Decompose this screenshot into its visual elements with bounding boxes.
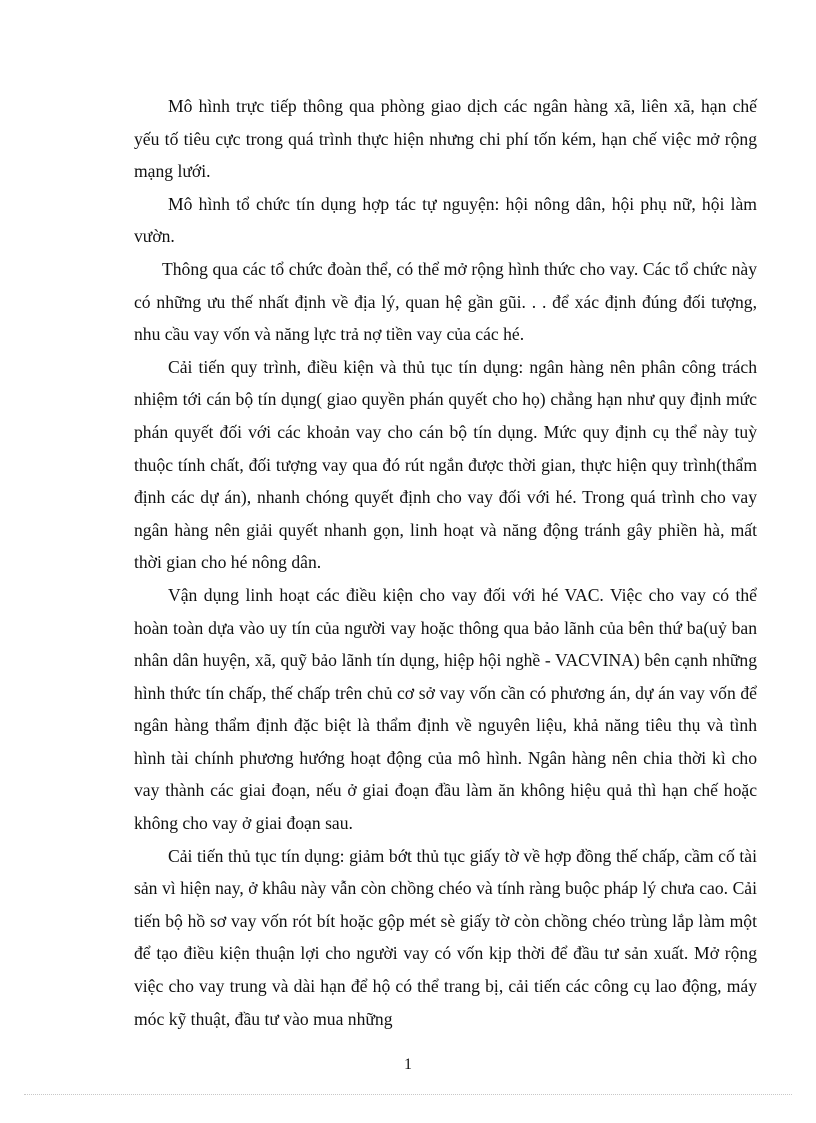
- paragraph-credit-paperwork: Cải tiến thủ tục tín dụng: giảm bớt thủ tục giấy tờ về hợp đồng thế chấp, cầm cố tài sản vì hiện nay, ở khâu này vẫn còn chồng chéo và tính ràng buộc pháp lý chưa cao. Cải tiến bộ hồ sơ vay vốn rót bít hoặc gộp mét sè giấy tờ còn chồng chéo trùng lắp làm một để tạo điều kiện thuận lợi cho người vay có vốn kịp thời để đầu tư sản xuất. Mở rộng việc cho vay trung và dài hạn để hộ có thể trang bị, cải tiến các công cụ lao động, máy móc kỹ thuật, đầu tư vào mua những: [134, 845, 757, 1029]
- page-number: 1: [404, 1056, 412, 1073]
- paragraph-flexible-conditions: Vận dụng linh hoạt các điều kiện cho vay đối với hé VAC. Việc cho vay có thể hoàn toàn dựa vào uy tín của người vay hoặc thông qua bảo lãnh của bên thứ ba(uỷ ban nhân dân huyện, xã, quỹ bảo lãnh tín dụng, hiệp hội nghề - VACVINA) bên cạnh những hình thức tín chấp, thế chấp trên chủ cơ sở vay vốn cần có phương án, dự án vay vốn để ngân hàng thẩm định đặc biệt là thẩm định về nguyên liệu, khả năng tiêu thụ và tình hình tài chính phương hướng hoạt động của mô hình. Ngân hàng nên chia thời kì cho vay thành các giai đoạn, nếu ở giai đoạn đầu làm ăn không hiệu quả thì hạn chế hoặc không cho vay ở giai đoạn sau.: [134, 584, 757, 834]
- body-text: [134, 90, 757, 1035]
- paragraph-cooperative-credit: Mô hình tổ chức tín dụng hợp tác tự nguyện: hội nông dân, hội phụ nữ, hội làm vườn.: [134, 193, 757, 247]
- paragraph-improve-procedures: Cải tiến quy trình, điều kiện và thủ tục tín dụng: ngân hàng nên phân công trách nhiệm tới cán bộ tín dụng( giao quyền phán quyết cho họ) chẳng hạn như quy định mức phán quyết đối với các khoản vay cho cán bộ tín dụng. Mức quy định cụ thể này tuỳ thuộc tính chất, đối tượng vay qua đó rút ngắn được thời gian, thực hiện quy trình(thẩm định các dự án), nhanh chóng quyết định cho vay đối với hé. Trong quá trình cho vay ngân hàng nên giải quyết nhanh gọn, linh hoạt và năng động tránh gây phiền hà, mất thời gian cho hé nông dân.: [134, 356, 757, 573]
- footer-divider: [24, 1094, 792, 1095]
- paragraph-mass-organizations: Thông qua các tổ chức đoàn thể, có thể mở rộng hình thức cho vay. Các tổ chức này có những ưu thế nhất định về địa lý, quan hệ gần gũi. . . để xác định đúng đối tượng, nhu cầu vay vốn và năng lực trả nợ tiền vay của các hé.: [134, 258, 757, 345]
- paragraph-direct-model: Mô hình trực tiếp thông qua phòng giao dịch các ngân hàng xã, liên xã, hạn chế yếu tố tiêu cực trong quá trình thực hiện nhưng chi phí tốn kém, hạn chế việc mở rộng mạng lưới.: [134, 96, 757, 182]
